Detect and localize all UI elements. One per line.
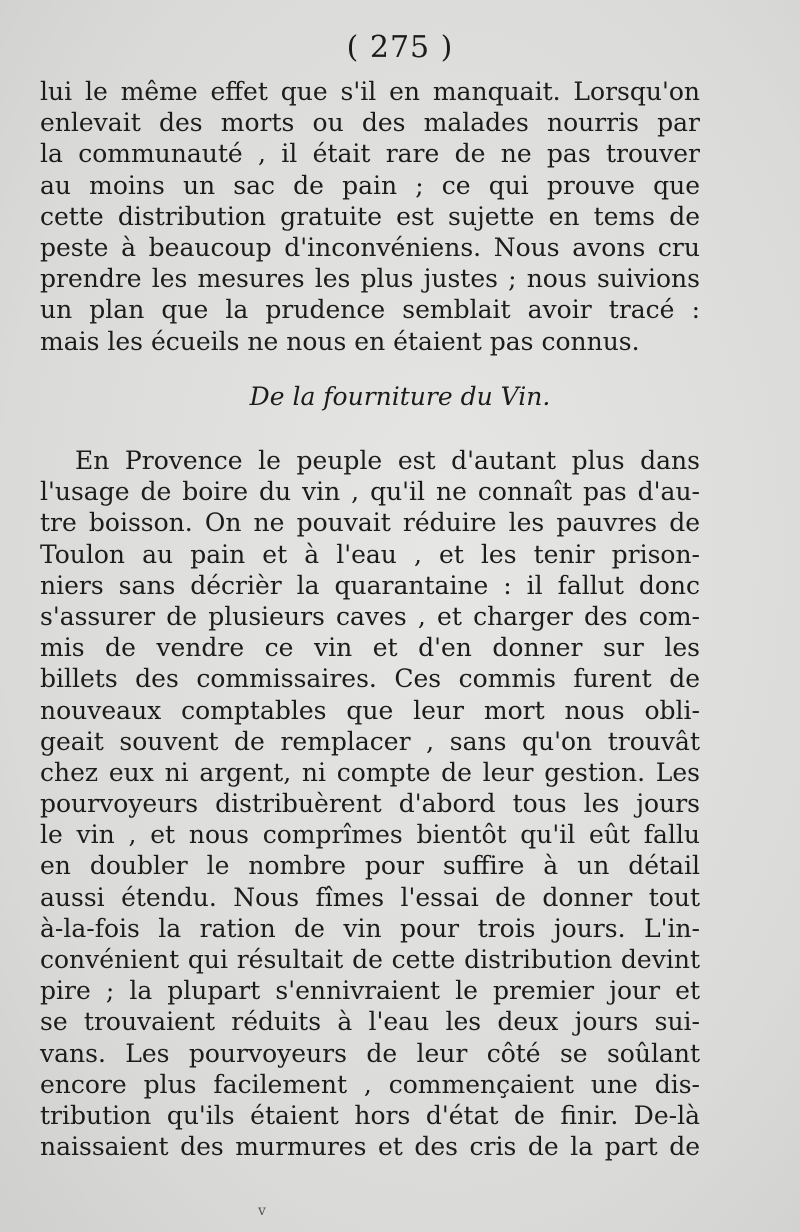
text-line: lui le même effet que s'il en manquait. Lorsqu'on (40, 77, 700, 106)
text-line: tribution qu'ils étaient hors d'état de finir. De-là (40, 1100, 700, 1130)
paragraph-2 (40, 445, 700, 1162)
text-line: l'usage de boire du vin , qu'il ne connaît pas d'au- (40, 477, 700, 507)
text-line: prendre les mesures les plus justes ; nous suivions (40, 264, 700, 294)
text-line: tre boisson. On ne pouvait réduire les pauvres de (40, 508, 700, 538)
text-line: En Provence le peuple est d'autant plus dans (75, 446, 700, 475)
section-heading: De la fourniture du Vin. (249, 382, 551, 411)
text-line: geait souvent de remplacer , sans qu'on trouvât (40, 726, 700, 756)
text-line: Toulon au pain et à l'eau , et les tenir prison- (40, 539, 700, 569)
text-line: chez eux ni argent, ni compte de leur gestion. Les (40, 757, 700, 787)
text-line: à-la-fois la ration de vin pour trois jours. L'in- (40, 913, 700, 943)
text-line: peste à beaucoup d'inconvéniens. Nous avons cru (40, 232, 700, 262)
text-line: la communauté , il était rare de ne pas trouver (40, 139, 700, 169)
text-line: nouveaux comptables que leur mort nous obli- (40, 695, 700, 725)
text-line: mis de vendre ce vin et d'en donner sur les (40, 633, 700, 663)
text-line: s'assurer de plusieurs caves , et charger des com- (40, 601, 700, 631)
text-line: mais les écueils ne nous en étaient pas connus. (40, 326, 640, 356)
text-line: naissaient des murmures et des cris de la part de (40, 1132, 700, 1162)
text-line: convénient qui résultait de cette distribution devint (40, 945, 700, 974)
text-line: vans. Les pourvoyeurs de leur côté se soûlant (40, 1038, 700, 1068)
text-line: encore plus facilement , commençaient une dis- (40, 1069, 700, 1099)
text-line: se trouvaient réduits à l'eau les deux jours sui- (40, 1007, 700, 1037)
text-line: un plan que la prudence semblait avoir tracé : (40, 295, 700, 325)
text-line: pire ; la plupart s'ennivraient le premier jour et (40, 976, 700, 1006)
text-line: cette distribution gratuite est sujette en tems de (40, 201, 700, 231)
paragraph-1 (40, 76, 700, 357)
text-line: niers sans décrièr la quarantaine : il fallut donc (40, 570, 700, 600)
text-line: au moins un sac de pain ; ce qui prouve que (40, 170, 700, 200)
text-line: aussi étendu. Nous fîmes l'essai de donner tout (40, 882, 700, 912)
text-line: le vin , et nous comprîmes bientôt qu'il eût fallu (40, 820, 700, 850)
text-line: billets des commissaires. Ces commis furent de (40, 664, 700, 694)
footer-mark: v (258, 1203, 266, 1219)
text-line: pourvoyeurs distribuèrent d'abord tous les jours (40, 789, 700, 819)
text-line: en doubler le nombre pour suffire à un détail (40, 851, 700, 881)
page-number: ( 275 ) (346, 30, 454, 65)
text-line: enlevait des morts ou des malades nourris par (40, 108, 700, 138)
